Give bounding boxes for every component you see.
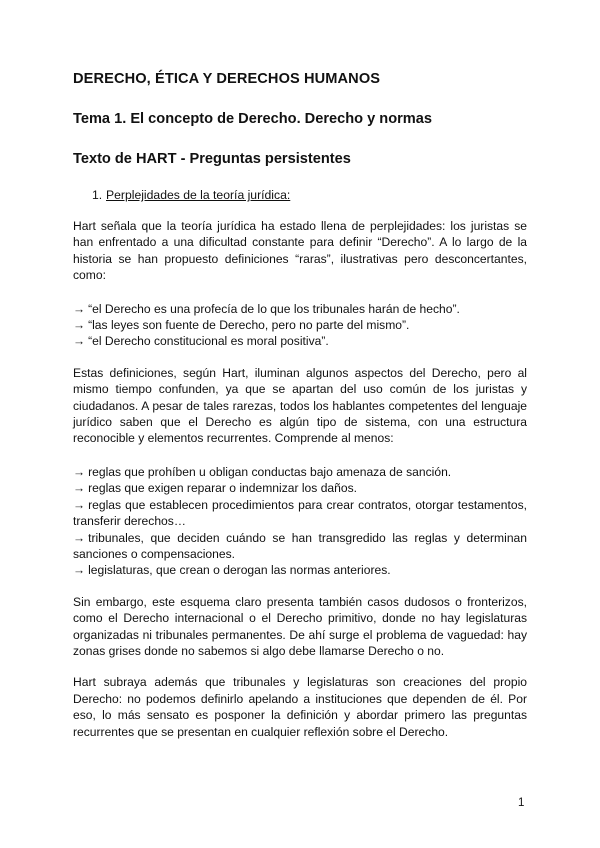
arrow-icon: → <box>73 530 86 545</box>
list-item <box>73 333 527 349</box>
paragraph-1: Hart señala que la teoría jurídica ha estado llena de perplejidades: los juristas se han enfrentado a una dificultad constante para definir “Derecho”. A lo largo de la historia se han propuesto definiciones “raras”, ilustrativas pero desconcertantes, como: <box>73 219 527 283</box>
list-item <box>73 317 527 333</box>
list-item-text: tribunales, que deciden cuándo se han transgredido las reglas y determinan sanciones o compensaciones. <box>73 530 527 561</box>
list-item <box>73 497 527 530</box>
section-heading <box>92 187 527 203</box>
arrow-icon: → <box>73 301 86 316</box>
list-item <box>73 530 527 563</box>
list-item <box>73 480 527 496</box>
paragraph-2: Estas definiciones, según Hart, iluminan algunos aspectos del Derecho, pero al mismo tiempo confunden, ya que se apartan del uso común de los juristas y ciudadanos. A pesar de tales rarezas, todos los hablantes competentes del lenguaje jurídico saben que el Derecho es algún tipo de sistema, con una estructura reconocible y elementos recurrentes. Comprende al menos: <box>73 365 527 446</box>
list-item-text: reglas que establecen procedimientos para crear contratos, otorgar testamentos, transferir derechos… <box>73 497 527 529</box>
document-page <box>73 62 527 740</box>
list-item <box>73 562 527 578</box>
page-number: 1 <box>518 797 525 809</box>
arrow-icon: → <box>73 563 86 578</box>
arrow-icon: → <box>73 318 86 333</box>
section-number: 1. <box>92 188 103 202</box>
list-item-text: “las leyes son fuente de Derecho, pero no parte del mismo”. <box>88 318 410 333</box>
list-item-text: legislaturas, que crean o derogan las normas anteriores. <box>88 563 391 578</box>
section-title: Perplejidades de la teoría jurídica: <box>106 188 291 202</box>
arrow-icon: → <box>73 334 86 349</box>
list-item-text: “el Derecho constitucional es moral positiva”. <box>88 334 329 349</box>
arrow-icon: → <box>73 464 86 479</box>
definitions-list <box>73 301 527 350</box>
list-item-text: “el Derecho es una profecía de lo que los tribunales harán de hecho”. <box>88 301 460 316</box>
topic-heading: Tema 1. El concepto de Derecho. Derecho y normas <box>73 111 433 127</box>
arrow-icon: → <box>73 481 86 496</box>
subtitle-heading: Texto de HART - Preguntas persistentes <box>73 151 351 167</box>
list-item <box>73 301 527 317</box>
arrow-icon: → <box>73 497 86 512</box>
paragraph-3: Sin embargo, este esquema claro presenta también casos dudosos o fronterizos, como el Derecho internacional o el Derecho primitivo, donde no hay legislaturas organizadas ni tribunales permanentes. De ahí surge el problema de vaguedad: hay zonas grises donde no sabemos si algo debe llamarse Derecho o no. <box>73 594 527 658</box>
list-item <box>73 464 527 480</box>
document-title: DERECHO, ÉTICA Y DERECHOS HUMANOS <box>73 71 381 87</box>
paragraph-4: Hart subraya además que tribunales y legislaturas son creaciones del propio Derecho: no podemos definirlo apelando a instituciones que dependen de él. Por eso, lo más sensato es posponer la definición y abordar primero las preguntas recurrentes que se presentan en cualquier reflexión sobre el Derecho. <box>73 675 527 739</box>
elements-list <box>73 464 527 579</box>
list-item-text: reglas que prohíben u obligan conductas bajo amenaza de sanción. <box>88 464 452 479</box>
list-item-text: reglas que exigen reparar o indemnizar los daños. <box>88 481 358 496</box>
